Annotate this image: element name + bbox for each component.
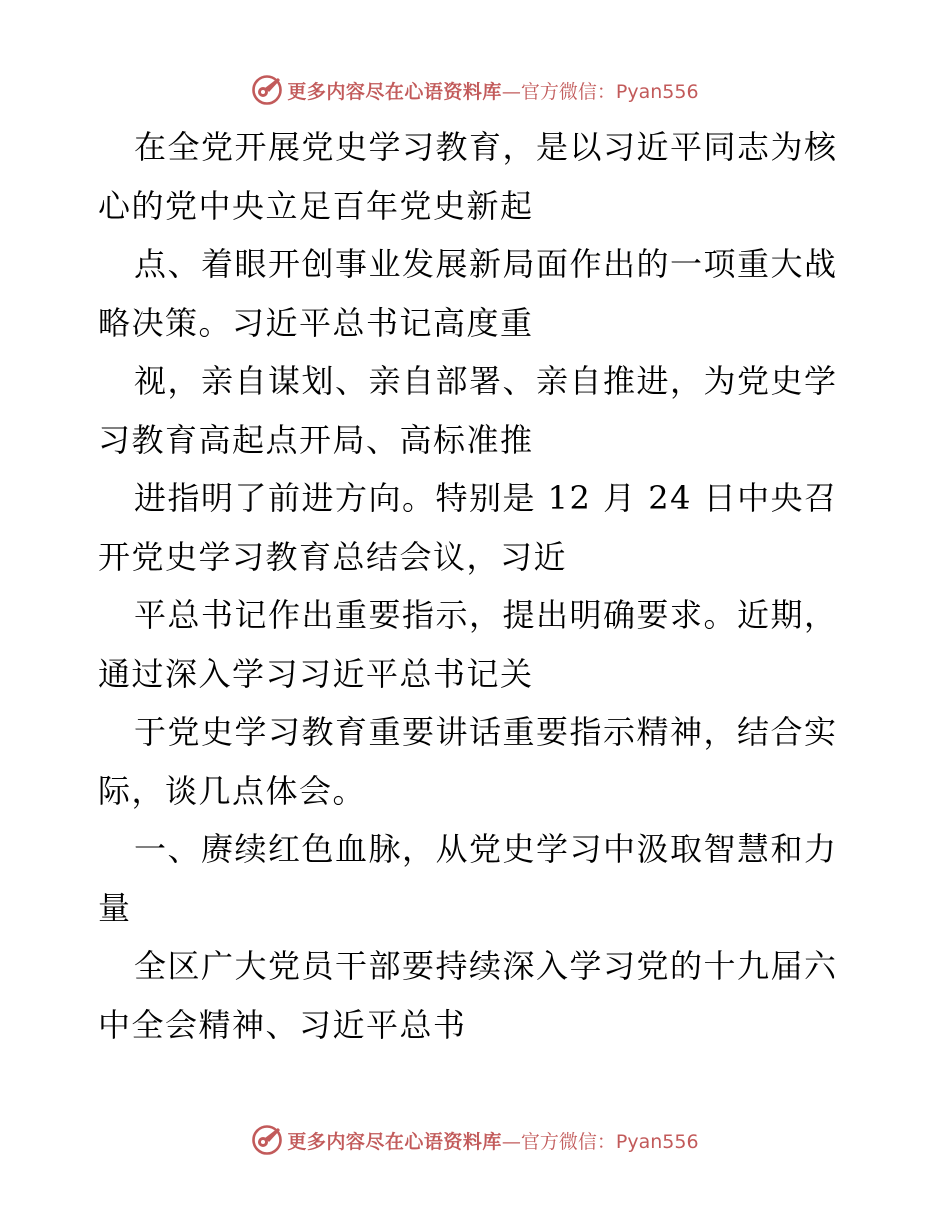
logo-icon — [251, 74, 283, 106]
footer-banner — [0, 1122, 950, 1158]
paragraph — [98, 586, 868, 703]
paragraph-line: 点、着眼开创事业发展新局面作出的一项重大战 — [134, 245, 838, 283]
paragraph-line: 在全党开展党史学习教育，是以习近平同志为核 — [134, 128, 838, 166]
paragraph — [98, 118, 868, 235]
banner-contact-text: 官方微信：Pyan556 — [520, 80, 699, 103]
document-body — [98, 118, 868, 1054]
paragraph-line: 习教育高起点开局、高标准推 — [98, 420, 534, 459]
paragraph-line: 略决策。习近平总书记高度重 — [98, 303, 534, 342]
paragraph-line: 一、赓续红色血脉，从党史学习中汲取智慧和力 — [134, 830, 838, 868]
banner-dash: — — [501, 80, 521, 103]
paragraph-line: 于党史学习教育重要讲话重要指示精神，结合实 — [134, 713, 838, 751]
banner-contact-text: 官方微信：Pyan556 — [520, 1130, 699, 1153]
paragraph-line: 全区广大党员干部要持续深入学习党的十九届六 — [134, 947, 838, 985]
banner-dash: — — [501, 1130, 521, 1153]
header-banner — [0, 72, 950, 108]
paragraph-line: 平总书记作出重要指示，提出明确要求。近期， — [134, 596, 838, 634]
banner-text — [287, 1127, 698, 1154]
paragraph-line: 心的党中央立足百年党史新起 — [98, 186, 534, 225]
paragraph — [98, 235, 868, 352]
paragraph-line: 视，亲自谋划、亲自部署、亲自推进，为党史学 — [134, 362, 838, 400]
paragraph-line: 通过深入学习习近平总书记关 — [98, 654, 534, 693]
paragraph — [98, 703, 868, 820]
banner-main-text: 更多内容尽在心语资料库 — [287, 80, 502, 103]
paragraph — [98, 469, 868, 586]
paragraph-line: 中全会精神、习近平总书 — [98, 1005, 467, 1044]
paragraph-line: 开党史学习教育总结会议，习近 — [98, 537, 568, 576]
section-heading — [98, 820, 868, 937]
paragraph-line: 际，谈几点体会。 — [98, 771, 367, 810]
paragraph — [98, 937, 868, 1054]
banner-text — [287, 77, 698, 104]
banner-main-text: 更多内容尽在心语资料库 — [287, 1130, 502, 1153]
logo-icon — [251, 1124, 283, 1156]
paragraph-line: 进指明了前进方向。特别是 12 月 24 日中央召 — [134, 479, 838, 517]
paragraph-line: 量 — [98, 888, 132, 927]
paragraph — [98, 352, 868, 469]
